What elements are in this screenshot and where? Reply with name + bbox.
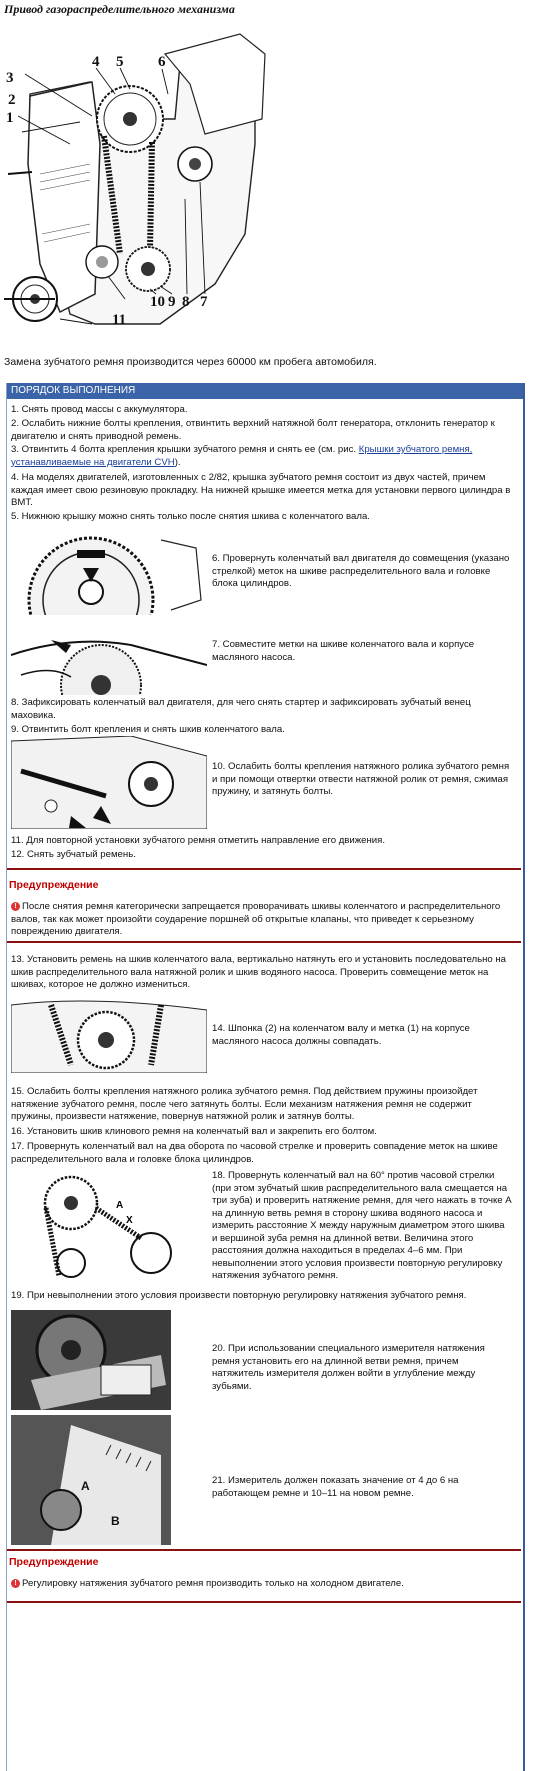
- divider-4: [7, 1601, 521, 1603]
- step-21: 21. Измеритель должен показать значение от 4 до 6 на работающем ремне и 10–11 на новом ремне.: [212, 1475, 459, 1499]
- warning-icon: !: [11, 1579, 20, 1588]
- warning-2: [11, 1578, 516, 1591]
- diagram-label-11: 11: [112, 312, 127, 328]
- step-8: 8. Зафиксировать коленчатый вал двигателя, для чего снять стартер и зафиксировать зубчатый венец маховика.: [11, 697, 471, 721]
- divider-2: [7, 941, 521, 943]
- panel-header: ПОРЯДОК ВЫПОЛНЕНИЯ: [7, 383, 523, 399]
- warning-2-text: Регулировку натяжения зубчатого ремня производить только на холодном двигателе.: [22, 1578, 404, 1589]
- divider-3: [7, 1549, 521, 1551]
- divider-1: [7, 868, 521, 870]
- label-a: А: [116, 1200, 124, 1211]
- warning-icon: !: [11, 902, 20, 911]
- photo-gauge-install: [11, 1310, 171, 1410]
- photo-cam-pulley: [11, 530, 207, 615]
- diagram-label-10: 10: [150, 294, 165, 310]
- diagram-label-6: 6: [158, 54, 166, 70]
- step-19: 19. При невыполнении этого условия произвести повторную регулировку натяжения зубчатого ремня.: [11, 1290, 467, 1301]
- diagram-label-3: 3: [6, 70, 14, 86]
- step-20: 20. При использовании специального измерителя натяжения ремня установить его на длинной ветви ремня, причем натяжитель измерителя должен войти в углубление между зубьями.: [212, 1343, 485, 1392]
- diagram-label-2: 2: [8, 92, 16, 108]
- diagram-label-5: 5: [116, 54, 124, 70]
- step-3: [11, 444, 516, 469]
- document-title: Привод газораспределительного механизма: [4, 2, 235, 16]
- step-13: 13. Установить ремень на шкив коленчатого вала, вертикально натянуть его и установить последовательно на шкив распределительного вала натяжной ролик и шкив водяного насоса. Проверить совмещение меток на шкивах, которое не должно измениться.: [11, 954, 507, 990]
- label-b: B: [111, 1514, 120, 1528]
- step-9: 9. Отвинтить болт крепления и снять шкив коленчатого вала.: [11, 724, 285, 735]
- warning-2-title: Предупреждение: [9, 1556, 99, 1568]
- photo-gauge-reading: [11, 1415, 171, 1545]
- step-3-text: 3. Отвинтить 4 болта крепления крышки зубчатого ремня и снять ее (см. рис.: [11, 444, 359, 455]
- step-16: 16. Установить шкив клинового ремня на коленчатый вал и закрепить его болтом.: [11, 1126, 377, 1137]
- step-14: 14. Шпонка (2) на коленчатом валу и метка (1) на корпусе масляного насоса должны совпадать.: [212, 1023, 470, 1047]
- step-2: 2. Ослабить нижние болты крепления, отвинтить верхний натяжной болт генератора, отклонить генератор к двигателю и снять приводной ремень.: [11, 418, 495, 442]
- photo-crank-pulley: [11, 615, 207, 695]
- intro-text: Замена зубчатого ремня производится через 60000 км пробега автомобиля.: [4, 356, 377, 368]
- diagram-label-7: 7: [200, 294, 208, 310]
- diagram-label-9: 9: [168, 294, 176, 310]
- photo-tensioner: [11, 736, 207, 829]
- step-10: 10. Ослабить болты крепления натяжного ролика зубчатого ремня и при помощи отвертки отвести натяжной ролик от ремня, сжимая пружину, и затянуть болты.: [212, 761, 510, 797]
- step-6: 6. Провернуть коленчатый вал двигателя до совмещения (указано стрелкой) меток на шкиве распределительного вала и головке блока цилиндров.: [212, 553, 510, 589]
- warning-1-title: Предупреждение: [9, 879, 99, 891]
- diagram-label-4: 4: [92, 54, 100, 70]
- step-11: 11. Для повторной установки зубчатого ремня отметить направление его движения.: [11, 835, 386, 846]
- warning-1: [11, 901, 516, 939]
- label-x: X: [126, 1215, 133, 1226]
- step-12: 12. Снять зубчатый ремень.: [11, 849, 136, 860]
- step-15: 15. Ослабить болты крепления натяжного ролика зубчатого ремня. Под действием пружины произойдет натяжение зубчатого ремня, после чего затянуть болты. Если механизм натяжения ремня не содержит пружины, произвести натяжение, повернув натяжной ролик и затянув болты.: [11, 1086, 478, 1122]
- photo-crank-key: [11, 995, 207, 1073]
- photo-tension-check: [11, 1168, 207, 1281]
- step-1: 1. Снять провод массы с аккумулятора.: [11, 404, 188, 415]
- timing-drive-diagram: [0, 24, 290, 349]
- step-3-tail: ).: [174, 456, 181, 468]
- diagram-label-1: 1: [6, 110, 14, 126]
- cover-link[interactable]: Крышки зубчатого ремня, устанавливаемые на двигатели CVH: [11, 444, 473, 468]
- step-4: 4. На моделях двигателей, изготовленных с 2/82, крышка зубчатого ремня состоит из двух частей, причем каждая имеет свою резиновую прокладку. На нижней крышке имеется метка для установки первого цилиндра в ВМТ.: [11, 472, 511, 508]
- warning-1-text: После снятия ремня категорически запрещается проворачивать шкивы коленчатого и распределительного валов, так как может произойти соударение поршней об открытые клапаны, что приведет к серьезному повреждению двигателя.: [11, 901, 501, 937]
- diagram-label-8: 8: [182, 294, 190, 310]
- procedure-panel: [6, 383, 525, 1771]
- step-17: 17. Провернуть коленчатый вал на два оборота по часовой стрелке и проверить совпадение меток на шкиве распределительного вала и головке блока цилиндров.: [11, 1141, 498, 1165]
- step-7: 7. Совместите метки на шкиве коленчатого вала и корпусе масляного насоса.: [212, 639, 475, 663]
- step-5: 5. Нижнюю крышку можно снять только после снятия шкива с коленчатого вала.: [11, 511, 370, 522]
- label-a2: А: [81, 1479, 90, 1493]
- step-18: 18. Провернуть коленчатый вал на 60° против часовой стрелки (при этом зубчатый шкив распределительного вала смещается на три зуба) и проверить натяжение ремня, для чего нажать в точке А на длинную ветвь ремня в сторону шкива водяного насоса и измерить расстояние X между наружным диаметром этого шкива и вершиной зуба ремня на длинной ветви. Величина этого расстояния должна находиться в пределах 4–6 мм. При невыполнении этого условия произвести повторную регулировку натяжения зубчатого ремня.: [212, 1170, 512, 1281]
